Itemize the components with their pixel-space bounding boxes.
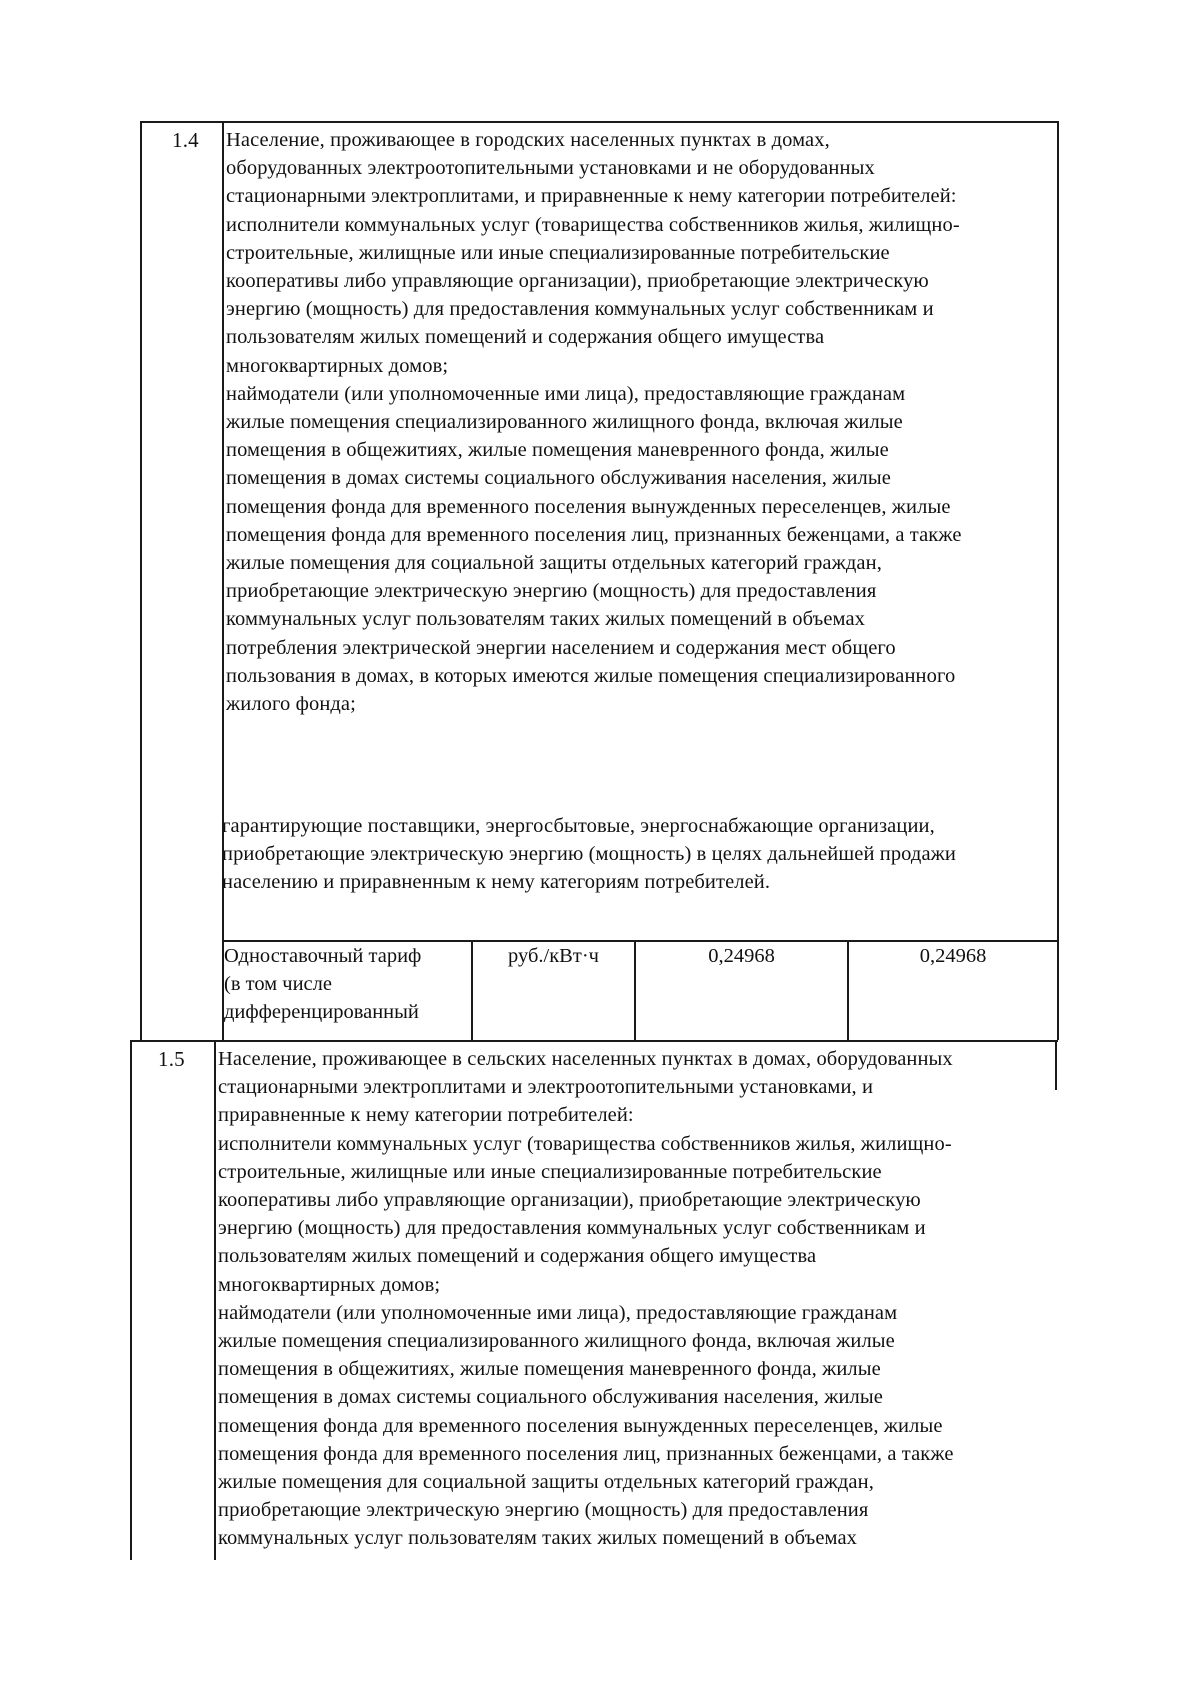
row-separator	[130, 1040, 1058, 1042]
text-line: строительные, жилищные или иные специализированные потребительские	[226, 241, 890, 264]
row-1-5-left-border	[130, 1040, 132, 1560]
text-line: многоквартирных домов;	[226, 354, 449, 377]
text-line: строительные, жилищные или иные специализированные потребительские	[218, 1160, 882, 1183]
text-line: Одноставочный тариф	[224, 945, 422, 967]
text-line: помещения фонда для временного поселения вынужденных переселенцев, жилые	[218, 1414, 943, 1437]
row-1-5-right-border	[1055, 1040, 1057, 1090]
text-line: наймодатели (или уполномоченные ими лица), предоставляющие гражданам	[218, 1301, 898, 1324]
text-line: пользователям жилых помещений и содержания общего имущества	[218, 1245, 817, 1268]
row-description	[226, 126, 962, 718]
tariff-unit: руб./кВт·ч	[508, 945, 599, 967]
text-line: энергию (мощность) для предоставления коммунальных услуг собственникам и	[226, 298, 934, 321]
text-line: исполнители коммунальных услуг (товарищества собственников жилья, жилищно-	[218, 1132, 952, 1155]
text-line: дифференцированный	[224, 1001, 419, 1023]
text-line: Население, проживающее в городских населенных пунктах в домах,	[226, 129, 830, 151]
text-line: энергию (мощность) для предоставления коммунальных услуг собственникам и	[218, 1217, 926, 1240]
text-line: кооперативы либо управляющие организации), приобретающие электрическую	[218, 1189, 921, 1212]
text-line: коммунальных услуг пользователям таких жилых помещений в объемах	[218, 1527, 858, 1550]
text-line: жилые помещения специализированного жилищного фонда, включая жилые	[218, 1330, 895, 1353]
text-line: (в том числе	[224, 973, 332, 995]
row-number: 1.5	[158, 1047, 185, 1071]
text-line: жилые помещения для социальной защиты отдельных категорий граждан,	[226, 552, 882, 575]
text-line: населению и приравненным к нему категориям потребителей.	[222, 871, 771, 894]
text-line: оборудованных электроотопительными установками и не оборудованных	[226, 157, 875, 180]
text-line: гарантирующие поставщики, энергосбытовые, энергоснабжающие организации,	[222, 815, 935, 837]
tariff-value-1: 0,24968	[708, 945, 775, 967]
row-1-5-column-divider	[214, 1040, 216, 1560]
text-line: помещения фонда для временного поселения лиц, признанных беженцами, а также	[218, 1442, 954, 1465]
row-description-continued	[222, 812, 956, 897]
text-line: жилые помещения специализированного жилищного фонда, включая жилые	[226, 411, 903, 434]
text-line: жилые помещения для социальной защиты отдельных категорий граждан,	[218, 1471, 874, 1494]
text-line: пользователям жилых помещений и содержания общего имущества	[226, 326, 825, 349]
text-line: приобретающие электрическую энергию (мощность) в целях дальнейшей продажи	[222, 843, 956, 866]
tariff-value-2: 0,24968	[919, 945, 987, 967]
text-line: исполнители коммунальных услуг (товарищества собственников жилья, жилищно-	[226, 213, 960, 236]
text-line: помещения фонда для временного поселения лиц, признанных беженцами, а также	[226, 523, 962, 546]
text-line: стационарными электроплитами и электроотопительными установками, и	[218, 1076, 874, 1099]
tariff-name	[224, 942, 421, 1026]
text-line: кооперативы либо управляющие организации), приобретающие электрическую	[226, 270, 929, 293]
text-line: помещения в общежитиях, жилые помещения маневренного фонда, жилые	[226, 439, 889, 462]
text-line: помещения в домах системы социального обслуживания населения, жилые	[226, 467, 891, 490]
text-line: пользования в домах, в которых имеются жилые помещения специализированного	[226, 664, 956, 687]
row-description	[218, 1045, 954, 1553]
text-line: помещения в домах системы социального обслуживания населения, жилые	[218, 1386, 883, 1409]
text-line: коммунальных услуг пользователям таких жилых помещений в объемах	[226, 608, 866, 631]
text-line: наймодатели (или уполномоченные ими лица), предоставляющие гражданам	[226, 382, 906, 405]
text-line: многоквартирных домов;	[218, 1273, 441, 1296]
text-line: стационарными электроплитами, и приравненные к нему категории потребителей:	[226, 185, 957, 208]
text-line: помещения фонда для временного поселения вынужденных переселенцев, жилые	[226, 495, 951, 518]
text-line: приравненные к нему категории потребителей:	[218, 1104, 634, 1127]
table-left-border	[140, 121, 142, 1040]
text-line: жилого фонда;	[226, 693, 356, 716]
text-line: приобретающие электрическую энергию (мощность) для предоставления	[226, 580, 877, 603]
text-line: помещения в общежитиях, жилые помещения маневренного фонда, жилые	[218, 1358, 881, 1381]
row-number: 1.4	[172, 128, 199, 152]
column-divider-1-4	[222, 121, 224, 1040]
table-top-border	[140, 121, 1058, 123]
text-line: Население, проживающее в сельских населенных пунктах в домах, оборудованных	[218, 1048, 953, 1070]
text-line: приобретающие электрическую энергию (мощность) для предоставления	[218, 1499, 869, 1522]
table-right-border	[1057, 121, 1059, 1040]
text-line: потребления электрической энергии населением и содержания мест общего	[226, 636, 896, 659]
